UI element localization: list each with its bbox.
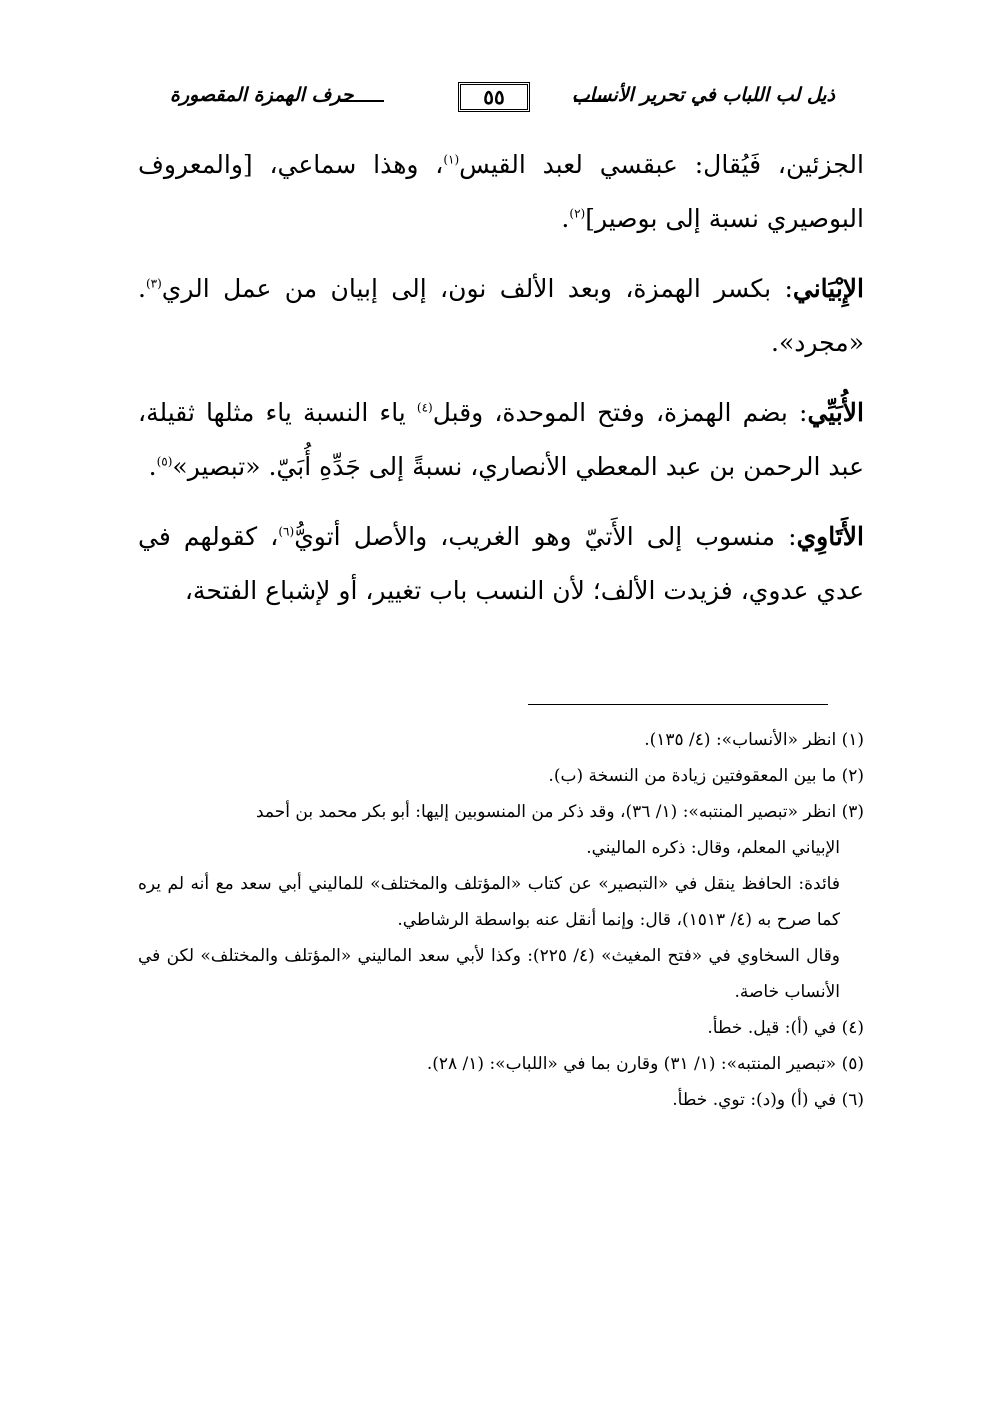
footnote-ref: (٣) xyxy=(145,276,162,291)
entry-ubayyi: الأُبَيِّي: بضم الهمزة، وفتح الموحدة، وقبل$^{(٤)}$ ياء النسبة ياء مثلها ثقيلة، عبد الرحمن بن عبد المعطي الأنصاري، نسبةً إلى جَدِّهِ أُبَيّ. «تبصير»$^{(٥)}$. xyxy=(138,398,864,481)
footnote-separator xyxy=(528,704,828,705)
entry-ibyani: الإِبْيَاني: بكسر الهمزة، وبعد الألف نون، إلى إبيان من عمل الري$^{(٣)}$. «مجرد». xyxy=(138,274,864,357)
footnote-3-continuation: الإبياني المعلم، وقال: ذكره الماليني. xyxy=(586,838,840,858)
page-number: ٥٥ xyxy=(458,82,530,112)
footnote-ref: (٤) xyxy=(416,400,433,415)
entry-atawi: الأَتَاوِي: منسوب إلى الأَتيّ وهو الغريب، والأصل أتويُّ$^{(٦)}$، كقولهم في عدي عدوي، فزيدت الألف؛ لأن النسب باب تغيير، أو لإشباع الفتحة، xyxy=(138,522,864,605)
footnote-6: (٦) في (أ) و(د): توي. خطأ. xyxy=(672,1090,864,1110)
entry-term: الأُبَيِّي xyxy=(807,398,864,427)
header-rule-right xyxy=(574,100,608,102)
footnote-ref: (١) xyxy=(443,152,460,167)
footnote-2: (٢) ما بين المعقوفتين زيادة من النسخة (ب). xyxy=(548,766,864,786)
entry-term: الإِبْيَاني xyxy=(792,274,864,303)
section-title: حرف الهمزة المقصورة xyxy=(170,84,354,106)
entry-term: الأَتَاوِي xyxy=(796,522,864,551)
footnotes xyxy=(138,722,864,1118)
running-header xyxy=(170,80,835,122)
footnote-3-sakhawi: وقال السخاوي في «فتح المغيث» (٤/ ٢٢٥): وكذا لأبي سعد الماليني «المؤتلف والمختلف» لكن في الأنساب خاصة. xyxy=(138,946,840,1002)
footnote-ref: (٥) xyxy=(156,454,173,469)
footnote-ref: (٦) xyxy=(278,524,295,539)
footnote-3: (٣) انظر «تبصير المنتبه»: (١/ ٣٦)، وقد ذكر من المنسوبين إليها: أبو بكر محمد بن أحمد xyxy=(256,802,864,822)
footnote-ref: (٢) xyxy=(569,206,586,221)
paragraph-continuation: الجزئين، فَيُقال: عبقسي لعبد القيس$^{(١)}$، وهذا سماعي، [والمعروف البوصيري نسبة إلى بوصير]$^{(٢)}$. xyxy=(138,150,864,233)
footnote-3-benefit: فائدة: الحافظ ينقل في «التبصير» عن كتاب «المؤتلف والمختلف» للماليني أبي سعد مع أنه لم يره كما صرح به (٤/ ١٥١٣)، قال: وإنما أنقل عنه بواسطة الرشاطي. xyxy=(138,874,840,930)
footnote-5: (٥) «تبصير المنتبه»: (١/ ٣١) وقارن بما في «اللباب»: (١/ ٢٨). xyxy=(426,1054,864,1074)
footnote-4: (٤) في (أ): قيل. خطأ. xyxy=(707,1018,864,1038)
main-text xyxy=(138,138,864,618)
book-title: ذيل لب اللباب في تحرير الأنساب xyxy=(571,84,835,106)
footnote-1: (١) انظر «الأنساب»: (٤/ ١٣٥). xyxy=(644,730,864,750)
